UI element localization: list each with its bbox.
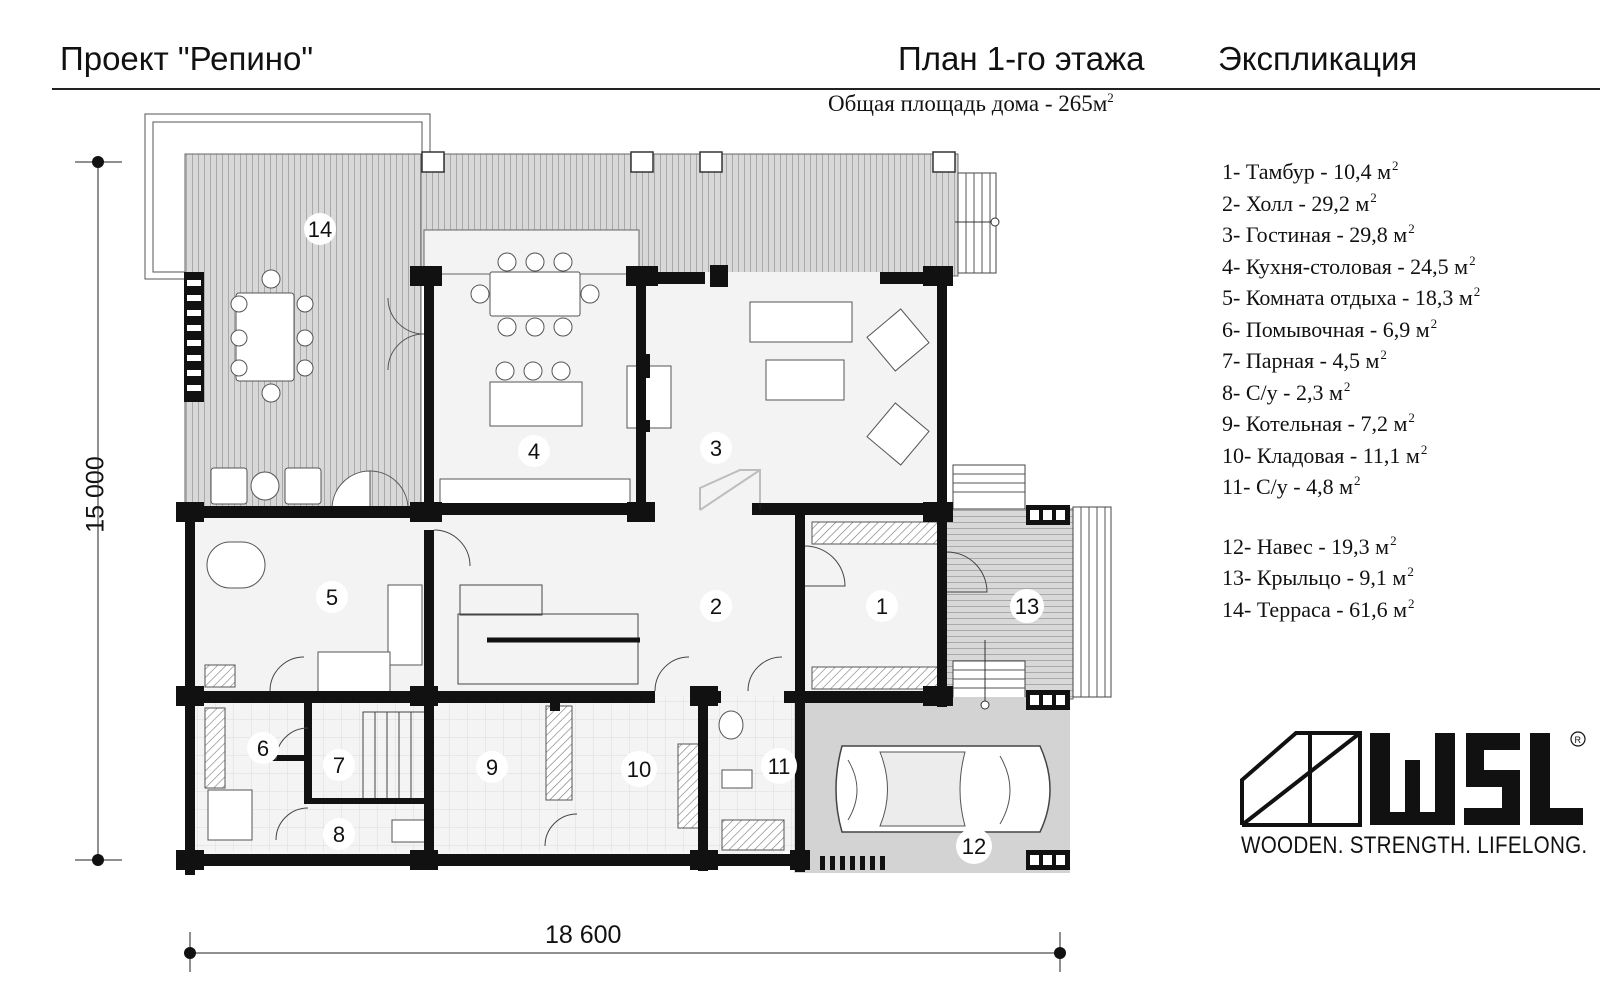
height-dimension-label: 15 000: [81, 456, 110, 533]
room-number-6: 6: [256, 736, 270, 761]
room-number-11: 11: [767, 754, 791, 779]
legend-item: 13- Крыльцо - 9,1 $м^2$: [1222, 564, 1414, 590]
total-area: Общая площадь дома - $265м^2$: [828, 90, 1114, 116]
room-number-12: 12: [961, 834, 987, 859]
room-number-3: 3: [709, 436, 723, 461]
project-title: Проект "Репино": [60, 40, 314, 77]
legend-item: 9- Котельная - 7,2 $м^2$: [1222, 410, 1415, 436]
plan-title: План 1-го этажа: [898, 40, 1145, 77]
wsl-logo: [1242, 732, 1585, 825]
legend-item: 3- Гостиная - 29,8 $м^2$: [1222, 221, 1415, 247]
legend-item: 5- Комната отдыха - 18,3 $м^2$: [1222, 284, 1481, 310]
legend-item: 4- Кухня-столовая - 24,5 $м^2$: [1222, 252, 1476, 279]
svg-text:R: R: [1574, 735, 1581, 745]
car-icon: [836, 746, 1050, 832]
room-number-13: 13: [1014, 594, 1040, 619]
explication-title: Экспликация: [1218, 40, 1418, 77]
legend-item: 8- С/у - 2,3 $м^2$: [1222, 378, 1351, 405]
room-number-1: 1: [875, 594, 889, 619]
legend-item: 2- Холл - 29,2 $м^2$: [1222, 189, 1377, 216]
room-number-9: 9: [485, 755, 499, 780]
legend-item: 12- Навес - 19,3 $м^2$: [1222, 532, 1397, 559]
room-number-10: 10: [626, 757, 652, 782]
legend-item: 6- Помывочная - 6,9 $м^2$: [1222, 315, 1438, 342]
room-number-7: 7: [332, 753, 346, 778]
room-number-2: 2: [709, 594, 723, 619]
logo-tagline: WOODEN. STRENGTH. LIFELONG.: [1241, 832, 1588, 859]
room-number-14: 14: [307, 217, 333, 242]
legend-item: 1- Тамбур - 10,4 $м^2$: [1222, 158, 1399, 184]
width-dimension-label: 18 600: [545, 921, 622, 949]
legend-item: 7- Парная - 4,5 $м^2$: [1222, 347, 1387, 373]
room-number-5: 5: [325, 585, 339, 610]
legend-item: 14- Терраса - 61,6 $м^2$: [1222, 595, 1415, 622]
legend-item: 11- С/у - 4,8 $м^2$: [1222, 473, 1361, 499]
room-number-4: 4: [527, 439, 541, 464]
legend-item: 10- Кладовая - 11,1 $м^2$: [1222, 441, 1428, 468]
room-number-8: 8: [332, 822, 346, 847]
